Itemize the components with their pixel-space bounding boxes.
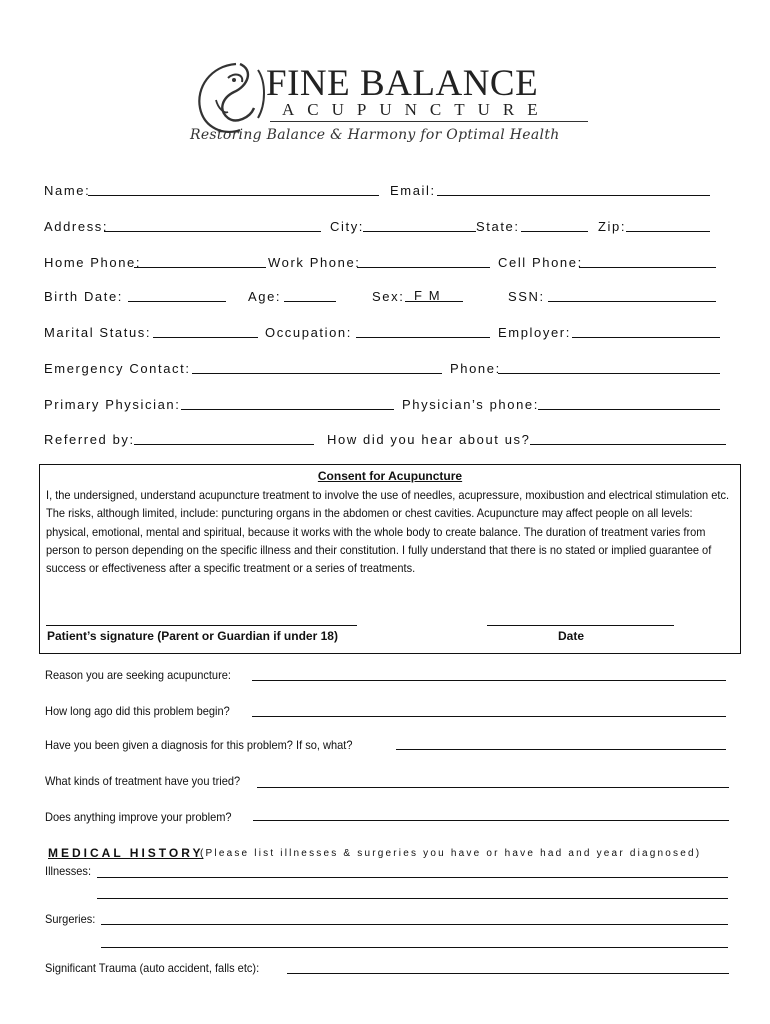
- occupation-field[interactable]: [356, 337, 490, 338]
- zip-field[interactable]: [626, 231, 710, 232]
- logo-subtitle: ACUPUNCTURE: [282, 100, 551, 119]
- how-hear-label: How did you hear about us?: [327, 432, 531, 447]
- surgeries-field-2[interactable]: [101, 947, 728, 948]
- medical-history-title: MEDICAL HISTORY: [48, 846, 204, 860]
- home-phone-label: Home Phone:: [44, 255, 142, 270]
- work-phone-field[interactable]: [357, 267, 490, 268]
- marital-status-label: Marital Status:: [44, 325, 152, 340]
- signature-label: Patient’s signature (Parent or Guardian if under 18): [47, 629, 338, 643]
- employer-label: Employer:: [498, 325, 571, 340]
- signature-field[interactable]: [46, 625, 357, 626]
- referred-by-field[interactable]: [134, 444, 314, 445]
- state-label: State:: [476, 219, 520, 234]
- name-field[interactable]: [88, 195, 379, 196]
- consent-box: [39, 464, 741, 654]
- trauma-field[interactable]: [287, 973, 729, 974]
- age-label: Age:: [248, 289, 282, 304]
- consent-text: I, the undersigned, understand acupuncture treatment to involve the use of needles, acupressure, moxibustion and electrical stimulation etc. The risks, although limited, include: puncturing organs in the abdomen or chest cavities. Acupuncture may affect people on all levels: physical, emotional, mental and spiritual, because it works with the whole body to create balance. The duration of treatment varies from person to person depending on the specific illness and their constitution. I fully understand that there is no stated or implied guarantee of success or effectiveness after a specific treatment or a series of treatments.: [46, 488, 730, 576]
- city-label: City:: [330, 219, 364, 234]
- address-field[interactable]: [104, 231, 321, 232]
- state-field[interactable]: [521, 231, 588, 232]
- surgeries-label: Surgeries:: [45, 912, 96, 926]
- improve-label: Does anything improve your problem?: [45, 810, 232, 824]
- ssn-label: SSN:: [508, 289, 545, 304]
- sex-label: Sex:: [372, 289, 405, 304]
- diagnosis-label: Have you been given a diagnosis for this problem? If so, what?: [45, 738, 353, 752]
- email-field[interactable]: [437, 195, 710, 196]
- physicians-phone-label: Physician’s phone:: [402, 397, 539, 412]
- address-label: Address:: [44, 219, 109, 234]
- date-field[interactable]: [487, 625, 674, 626]
- improve-field[interactable]: [253, 820, 729, 821]
- reason-field[interactable]: [252, 680, 726, 681]
- surgeries-field[interactable]: [101, 924, 728, 925]
- trauma-label: Significant Trauma (auto accident, falls etc):: [45, 961, 260, 975]
- phone-label: Phone:: [450, 361, 501, 376]
- emergency-contact-field[interactable]: [192, 373, 442, 374]
- illnesses-field-2[interactable]: [97, 898, 728, 899]
- zip-label: Zip:: [598, 219, 627, 234]
- referred-by-label: Referred by:: [44, 432, 135, 447]
- city-field[interactable]: [363, 231, 476, 232]
- phone-field[interactable]: [498, 373, 720, 374]
- physicians-phone-field[interactable]: [538, 409, 720, 410]
- cell-phone-field[interactable]: [579, 267, 716, 268]
- how-long-label: How long ago did this problem begin?: [45, 704, 230, 718]
- emergency-contact-label: Emergency Contact:: [44, 361, 191, 376]
- illnesses-label: Illnesses:: [45, 864, 92, 878]
- birth-date-field[interactable]: [128, 301, 226, 302]
- ssn-field[interactable]: [548, 301, 716, 302]
- primary-physician-field[interactable]: [181, 409, 394, 410]
- age-field[interactable]: [284, 301, 336, 302]
- logo-title: FINE BALANCE: [266, 63, 539, 104]
- reason-label: Reason you are seeking acupuncture:: [45, 668, 231, 682]
- home-phone-field[interactable]: [134, 267, 266, 268]
- consent-title: Consent for Acupuncture: [317, 469, 463, 483]
- cell-phone-label: Cell Phone:: [498, 255, 583, 270]
- birth-date-label: Birth Date:: [44, 289, 124, 304]
- date-label: Date: [558, 629, 585, 643]
- email-label: Email:: [390, 183, 436, 198]
- occupation-label: Occupation:: [265, 325, 352, 340]
- sex-options[interactable]: F M: [414, 288, 442, 303]
- name-label: Name:: [44, 183, 91, 198]
- marital-status-field[interactable]: [153, 337, 258, 338]
- treatments-field[interactable]: [257, 787, 729, 788]
- how-hear-field[interactable]: [530, 444, 726, 445]
- primary-physician-label: Primary Physician:: [44, 397, 181, 412]
- tagline: Restoring Balance & Harmony for Optimal Health: [190, 127, 560, 143]
- medical-history-note: (Please list illnesses & surgeries you have or have had and year diagnosed): [200, 848, 702, 859]
- illnesses-field[interactable]: [97, 877, 728, 878]
- logo-divider: [270, 121, 588, 122]
- how-long-field[interactable]: [252, 716, 726, 717]
- work-phone-label: Work Phone:: [268, 255, 361, 270]
- diagnosis-field[interactable]: [396, 749, 726, 750]
- treatments-label: What kinds of treatment have you tried?: [45, 774, 241, 788]
- employer-field[interactable]: [572, 337, 720, 338]
